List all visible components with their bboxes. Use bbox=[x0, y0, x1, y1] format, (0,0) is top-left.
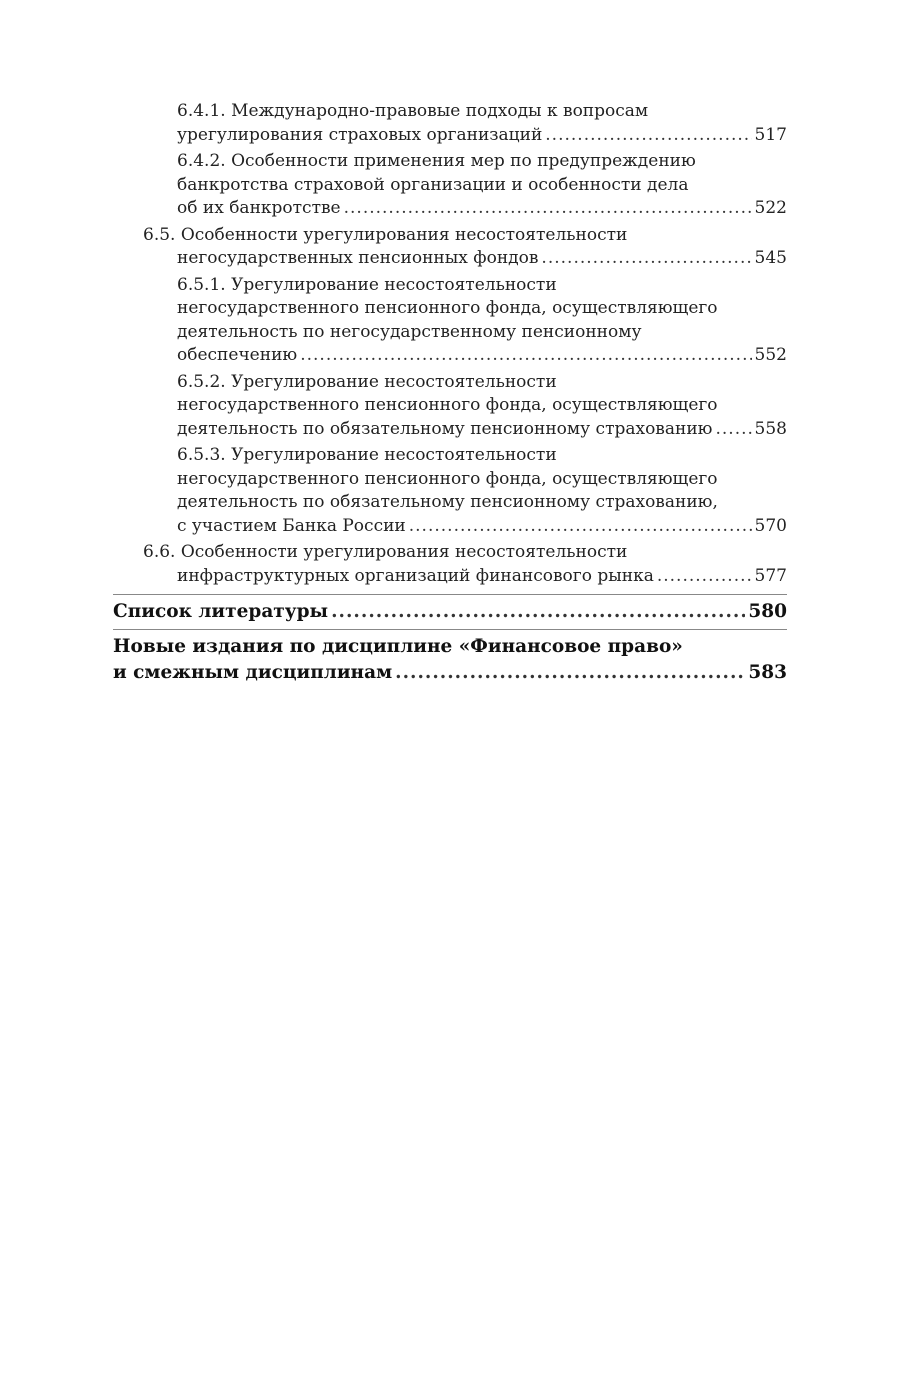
toc-entry-text: негосударственного пенсионного фонда, осуществляющего bbox=[177, 468, 718, 489]
toc-entry-text: негосударственного пенсионного фонда, осуществляющего bbox=[177, 395, 718, 415]
toc-entry-6-4-1[interactable] bbox=[113, 100, 787, 147]
toc-entry-text: урегулирования страховых организаций bbox=[177, 124, 543, 145]
divider bbox=[113, 594, 787, 595]
toc-entry-text: деятельность по негосударственному пенсионному bbox=[177, 321, 642, 342]
toc-entry-text: банкротства страховой организации и особенности дела bbox=[177, 174, 689, 195]
leader-dots bbox=[715, 418, 751, 442]
toc-entry-bibliography[interactable] bbox=[113, 599, 787, 625]
leader-dots bbox=[395, 660, 745, 686]
toc-entry-text: деятельность по обязательному пенсионному страхованию bbox=[177, 418, 713, 439]
page-number: 580 bbox=[748, 601, 787, 622]
toc-entry-text: об их банкротстве bbox=[177, 198, 341, 218]
toc-entry-text: инфраструктурных организаций финансового рынка bbox=[177, 565, 654, 586]
toc-entry-text: 6.6. Особенности урегулирования несостоятельности bbox=[143, 542, 628, 562]
leader-dots bbox=[657, 565, 752, 589]
toc-entry-text: Список литературы bbox=[113, 601, 329, 622]
toc-entry-text: негосударственного пенсионного фонда, осуществляющего bbox=[177, 298, 718, 318]
toc-entry-text: 6.5.1. Урегулирование несостоятельности bbox=[177, 274, 557, 295]
toc-entry-6-5-3[interactable] bbox=[113, 444, 787, 538]
toc-entry-text: 6.4.1. Международно-правовые подходы к вопросам bbox=[177, 101, 649, 121]
leader-dots bbox=[300, 344, 751, 368]
leader-dots bbox=[331, 599, 745, 625]
table-of-contents bbox=[113, 100, 787, 686]
toc-entry-6-6[interactable] bbox=[113, 541, 787, 588]
page-number: 558 bbox=[754, 418, 787, 439]
leader-dots bbox=[545, 124, 751, 148]
page-number: 552 bbox=[754, 345, 787, 365]
toc-entry-text: с участием Банка России bbox=[177, 515, 406, 536]
leader-dots bbox=[344, 197, 752, 221]
toc-entry-text: 6.5.3. Урегулирование несостоятельности bbox=[177, 445, 557, 465]
toc-entry-text: 6.5.2. Урегулирование несостоятельности bbox=[177, 371, 557, 392]
toc-entry-new-editions[interactable] bbox=[113, 634, 787, 686]
page-number: 517 bbox=[754, 124, 787, 145]
toc-entry-text: и смежным дисциплинам bbox=[113, 662, 393, 683]
toc-entry-text: негосударственных пенсионных фондов bbox=[177, 248, 539, 268]
toc-entry-6-5-1[interactable] bbox=[113, 274, 787, 368]
toc-entry-text: Новые издания по дисциплине «Финансовое право» bbox=[113, 636, 683, 657]
leader-dots bbox=[409, 515, 752, 539]
toc-entry-6-4-2[interactable] bbox=[113, 150, 787, 221]
page-number: 522 bbox=[754, 198, 787, 218]
divider bbox=[113, 629, 787, 630]
leader-dots bbox=[541, 247, 751, 271]
page-number: 583 bbox=[748, 662, 787, 683]
toc-entry-6-5[interactable] bbox=[113, 224, 787, 271]
page-number: 545 bbox=[754, 248, 787, 268]
toc-entry-text: 6.5. Особенности урегулирования несостоятельности bbox=[143, 224, 628, 245]
page-number: 577 bbox=[754, 565, 787, 586]
toc-entry-text: обеспечению bbox=[177, 345, 298, 365]
toc-entry-6-5-2[interactable] bbox=[113, 371, 787, 442]
toc-entry-text: деятельность по обязательному пенсионному страхованию, bbox=[177, 492, 718, 512]
page-number: 570 bbox=[754, 515, 787, 536]
toc-entry-text: 6.4.2. Особенности применения мер по предупреждению bbox=[177, 151, 696, 171]
